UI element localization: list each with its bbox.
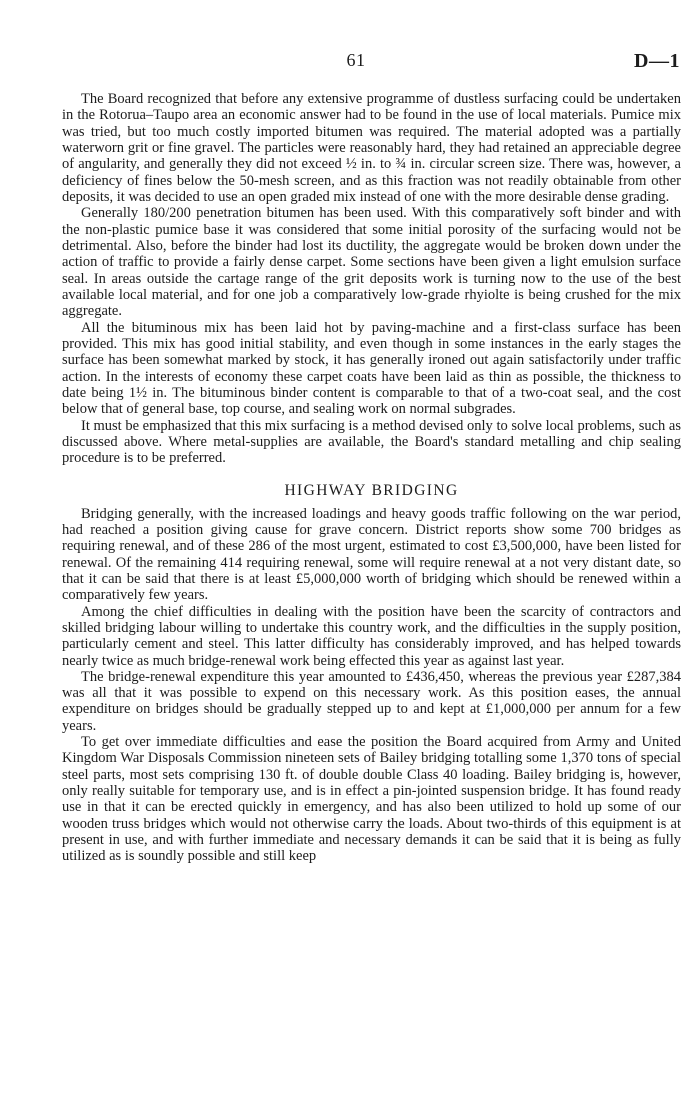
paragraph-penetration-bitumen: Generally 180/200 penetration bitumen has been used. With this comparatively soft binder and with the non-plastic pumice base it was considered that some initial porosity of the surfacing would not be detrimental. Also, before the binder had lost its ductility, the aggregate would be broken down under the action of traffic to provide a fairly dense carpet. Some sections have been given a light emulsion surface seal. In areas outside the cartage range of the grit deposits work is turning now to the use of the best available local material, and for one job a comparatively low-grade rhyiolte is being crushed for the mix aggregate. [62, 205, 681, 320]
paragraph-bridging-concern: Bridging generally, with the increased loadings and heavy goods traffic following on the war period, had reached a position giving cause for grave concern. District reports show some 700 bridges as requiring renewal, and of these 286 of the most urgent, estimated to cost £3,500,000, have been listed for renewal. Of the remaining 414 requiring renewal, some will require renewal at a not very distant date, so that it can be said that there is at least £5,000,000 worth of bridging which should be renewed within a comparatively few years. [62, 505, 681, 604]
paragraph-bridge-renewal-expenditure: The bridge-renewal expenditure this year amounted to £436,450, whereas the previous year £287,384 was all that it was possible to expend on this necessary work. As this position eases, the annual expenditure on bridges should be gradually stepped up to and kept at £1,000,000 per annum for a few years. [62, 668, 681, 734]
page-number: 61 [346, 50, 366, 70]
paragraph-dustless-surfacing: The Board recognized that before any extensive programme of dustless surfacing could be undertaken in the Rotorua–Taupo area an economic answer had to be found in the use of local materials. Pumice mix was tried, but too much costly imported bitumen was required. The material adopted was a partially waterworn grit or fine gravel. The particles were reasonably hard, they had retained an appreciable degree of angularity, and generally they did not exceed ½ in. to ¾ in. circular screen size. There was, however, a deficiency of fines below the 50-mesh screen, and as this fraction was not readily obtainable from other deposits, it was decided to use an open graded mix instead of one with the more desirable dense grading. [62, 91, 681, 205]
paragraph-mix-surfacing-method: It must be emphasized that this mix surfacing is a method devised only to solve local problems, such as discussed above. Where metal-supplies are available, the Board's standard metalling and chip sealing procedure is to be preferred. [62, 417, 681, 467]
document-reference: D—1 [634, 50, 680, 72]
body-text [62, 91, 681, 865]
paragraph-bailey-bridging: To get over immediate difficulties and ease the position the Board acquired from Army and United Kingdom War Disposals Commission nineteen sets of Bailey bridging totalling some 1,370 tons of special steel parts, most sets comprising 130 ft. of double double Class 40 loading. Bailey bridging is, however, only really suitable for temporary use, and is in effect a pin-jointed suspension bridge. It has found ready use in that it can be erected quickly in emergency, and has also been utilized to hold up some of our wooden truss bridges which would not otherwise carry the loads. About two-thirds of this equipment is at present in use, and with further immediate and necessary demands it can be said that it is being as fully utilized as is soundly possible and still keep [62, 734, 681, 865]
section-heading-highway-bridging: HIGHWAY BRIDGING [284, 481, 459, 499]
paragraph-chief-difficulties: Among the chief difficulties in dealing with the position have been the scarcity of contractors and skilled bridging labour willing to undertake this country work, and the difficulties in the supply position, particularly cement and steel. This latter difficulty has considerably improved, and has helped towards nearly twice as much bridge-renewal work being effected this year as against last year. [62, 603, 681, 669]
paragraph-bituminous-mix: All the bituminous mix has been laid hot by paving-machine and a first-class surface has been provided. This mix has good initial stability, and even though in some instances in the early stages the surface has been somewhat marked by stock, it has generally ironed out again satisfactorily under traffic action. In the interests of economy these carpet coats have been laid as thin as possible, the thickness to date being 1½ in. The bituminous binder content is comparable to that of a two-coat seal, and the cost below that of general base, top course, and sealing work on normal subgrades. [62, 319, 681, 418]
